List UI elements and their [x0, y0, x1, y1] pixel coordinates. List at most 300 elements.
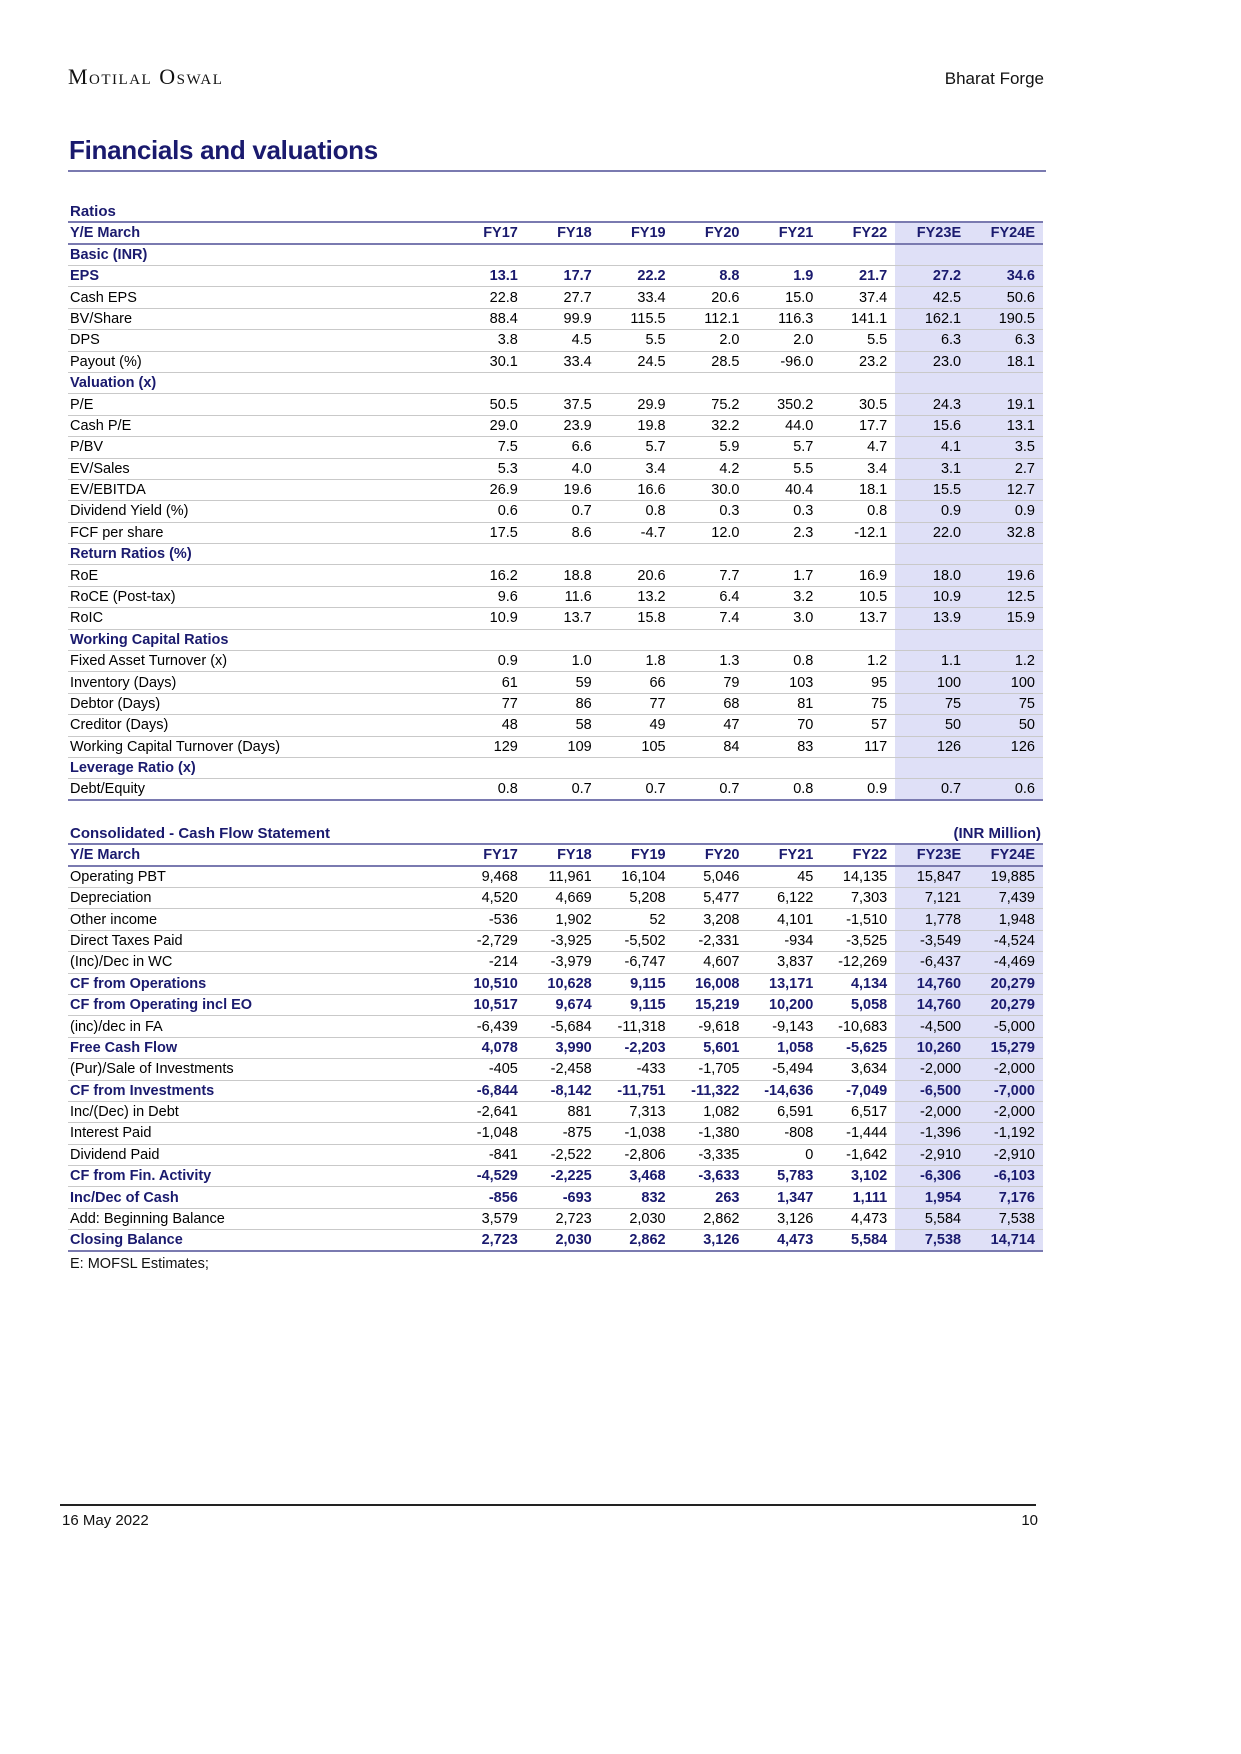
- cell-value: 33.4: [600, 287, 674, 308]
- cell-value: 4,078: [452, 1037, 526, 1058]
- cell-value: 263: [674, 1187, 748, 1208]
- cell-value: -2,000: [969, 1059, 1043, 1080]
- cell-value: [674, 629, 748, 650]
- cell-value: 52: [600, 909, 674, 930]
- cell-value: -4,500: [895, 1016, 969, 1037]
- table-row: [68, 779, 1043, 801]
- column-header-year: FY19: [600, 844, 674, 866]
- cell-value: 1,347: [748, 1187, 822, 1208]
- cell-value: 15.5: [895, 479, 969, 500]
- page-title: Financials and valuations: [69, 135, 378, 165]
- cell-value: 4,473: [821, 1208, 895, 1229]
- row-label: Dividend Paid: [68, 1144, 452, 1165]
- cell-value: -14,636: [748, 1080, 822, 1101]
- cell-value: 22.8: [452, 287, 526, 308]
- cell-value: 18.0: [895, 565, 969, 586]
- cell-value: 5,584: [821, 1230, 895, 1252]
- cell-value: 881: [526, 1101, 600, 1122]
- cell-value: 83: [748, 736, 822, 757]
- row-label: Cash EPS: [68, 287, 452, 308]
- cell-value: -2,729: [452, 930, 526, 951]
- cell-value: -4,469: [969, 952, 1043, 973]
- cell-value: 1,778: [895, 909, 969, 930]
- page-number: 10: [1021, 1512, 1038, 1529]
- cell-value: 15.9: [969, 608, 1043, 629]
- ratios-section: [68, 200, 1043, 801]
- table-row: [68, 287, 1043, 308]
- cell-value: 0.7: [895, 779, 969, 801]
- cell-value: 8.6: [526, 522, 600, 543]
- cell-value: 24.5: [600, 351, 674, 372]
- cell-value: 5.5: [821, 330, 895, 351]
- cell-value: 13.7: [821, 608, 895, 629]
- cell-value: 5,046: [674, 866, 748, 888]
- cell-value: -5,625: [821, 1037, 895, 1058]
- column-header-label: Y/E March: [68, 844, 452, 866]
- cell-value: -3,633: [674, 1166, 748, 1187]
- cell-value: 1,111: [821, 1187, 895, 1208]
- column-header-year: FY22: [821, 844, 895, 866]
- cell-value: 2,723: [526, 1208, 600, 1229]
- cell-value: 13.2: [600, 586, 674, 607]
- cell-value: 14,135: [821, 866, 895, 888]
- cell-value: [748, 244, 822, 266]
- cell-value: 50.5: [452, 394, 526, 415]
- cell-value: 1.2: [969, 651, 1043, 672]
- cell-value: [748, 544, 822, 565]
- cell-value: 12.7: [969, 479, 1043, 500]
- cell-value: [895, 757, 969, 778]
- cell-value: 20.6: [674, 287, 748, 308]
- cell-value: -2,910: [969, 1144, 1043, 1165]
- cell-value: [674, 244, 748, 266]
- cell-value: 23.9: [526, 415, 600, 436]
- cell-value: [452, 544, 526, 565]
- row-label: EV/EBITDA: [68, 479, 452, 500]
- table-row: [68, 1080, 1043, 1101]
- cell-value: 9,115: [600, 994, 674, 1015]
- cell-value: -10,683: [821, 1016, 895, 1037]
- cell-value: -3,525: [821, 930, 895, 951]
- row-label: Basic (INR): [68, 244, 452, 266]
- column-header-year: FY21: [748, 222, 822, 244]
- company-name: Bharat Forge: [944, 69, 1044, 88]
- row-label: P/BV: [68, 437, 452, 458]
- cell-value: 0.8: [748, 779, 822, 801]
- cell-value: 15,219: [674, 994, 748, 1015]
- table-row: [68, 1016, 1043, 1037]
- cell-value: [674, 372, 748, 393]
- cell-value: 44.0: [748, 415, 822, 436]
- cell-value: 3,102: [821, 1166, 895, 1187]
- cell-value: 29.0: [452, 415, 526, 436]
- footer-date: 16 May 2022: [62, 1512, 149, 1529]
- cell-value: [821, 629, 895, 650]
- cell-value: 190.5: [969, 308, 1043, 329]
- cell-value: -5,502: [600, 930, 674, 951]
- cell-value: 5,783: [748, 1166, 822, 1187]
- cell-value: -12.1: [821, 522, 895, 543]
- cell-value: 14,714: [969, 1230, 1043, 1252]
- cell-value: -2,522: [526, 1144, 600, 1165]
- row-label: Payout (%): [68, 351, 452, 372]
- row-label: Direct Taxes Paid: [68, 930, 452, 951]
- table-row: [68, 1123, 1043, 1144]
- row-label: Working Capital Turnover (Days): [68, 736, 452, 757]
- cell-value: 20,279: [969, 973, 1043, 994]
- cell-value: 1,082: [674, 1101, 748, 1122]
- cell-value: -1,642: [821, 1144, 895, 1165]
- cell-value: 105: [600, 736, 674, 757]
- row-label: Cash P/E: [68, 415, 452, 436]
- cell-value: 30.5: [821, 394, 895, 415]
- cell-value: 4,101: [748, 909, 822, 930]
- cell-value: [452, 629, 526, 650]
- row-label: CF from Operating incl EO: [68, 994, 452, 1015]
- cell-value: 17.5: [452, 522, 526, 543]
- cell-value: -2,641: [452, 1101, 526, 1122]
- cell-value: 2,723: [452, 1230, 526, 1252]
- cell-value: 5.7: [748, 437, 822, 458]
- cell-value: 116.3: [748, 308, 822, 329]
- cell-value: 10.9: [895, 586, 969, 607]
- cell-value: 88.4: [452, 308, 526, 329]
- cell-value: [895, 372, 969, 393]
- row-label: CF from Operations: [68, 973, 452, 994]
- cell-value: 0.8: [748, 651, 822, 672]
- row-label: Valuation (x): [68, 372, 452, 393]
- row-label: Inventory (Days): [68, 672, 452, 693]
- cell-value: 11.6: [526, 586, 600, 607]
- table-row: [68, 479, 1043, 500]
- table-row: [68, 672, 1043, 693]
- cell-value: 16.9: [821, 565, 895, 586]
- table-row: [68, 909, 1043, 930]
- cell-value: -6,500: [895, 1080, 969, 1101]
- cell-value: 7,313: [600, 1101, 674, 1122]
- cell-value: 13.9: [895, 608, 969, 629]
- cell-value: 5.5: [600, 330, 674, 351]
- cell-value: 22.0: [895, 522, 969, 543]
- cashflow-caption: [68, 822, 1043, 843]
- row-label: Inc/(Dec) in Debt: [68, 1101, 452, 1122]
- cell-value: -214: [452, 952, 526, 973]
- cell-value: 42.5: [895, 287, 969, 308]
- cell-value: 5,477: [674, 888, 748, 909]
- cell-value: -1,380: [674, 1123, 748, 1144]
- cell-value: 1.3: [674, 651, 748, 672]
- cell-value: 95: [821, 672, 895, 693]
- table-row: [68, 1101, 1043, 1122]
- row-label: Depreciation: [68, 888, 452, 909]
- cell-value: -856: [452, 1187, 526, 1208]
- cell-value: 4,520: [452, 888, 526, 909]
- cell-value: 3.1: [895, 458, 969, 479]
- cell-value: 2.3: [748, 522, 822, 543]
- cell-value: 86: [526, 693, 600, 714]
- table-header-row: [68, 222, 1043, 244]
- table-row: [68, 586, 1043, 607]
- column-header-year: FY23E: [895, 222, 969, 244]
- row-label: RoIC: [68, 608, 452, 629]
- cell-value: 3,634: [821, 1059, 895, 1080]
- cell-value: -7,049: [821, 1080, 895, 1101]
- cell-value: 59: [526, 672, 600, 693]
- cell-value: [895, 544, 969, 565]
- cell-value: 3,579: [452, 1208, 526, 1229]
- cell-value: 7,538: [895, 1230, 969, 1252]
- cell-value: 11,961: [526, 866, 600, 888]
- table-row: [68, 1187, 1043, 1208]
- row-label: Dividend Yield (%): [68, 501, 452, 522]
- cell-value: 19.6: [969, 565, 1043, 586]
- cell-value: [600, 372, 674, 393]
- row-label: RoE: [68, 565, 452, 586]
- row-label: (Inc)/Dec in WC: [68, 952, 452, 973]
- cell-value: 27.2: [895, 266, 969, 287]
- cell-value: 1.2: [821, 651, 895, 672]
- table-row: [68, 1166, 1043, 1187]
- cell-value: 50.6: [969, 287, 1043, 308]
- cashflow-table: [68, 843, 1043, 1252]
- cell-value: 7,176: [969, 1187, 1043, 1208]
- cell-value: 162.1: [895, 308, 969, 329]
- cell-value: 99.9: [526, 308, 600, 329]
- row-label: EPS: [68, 266, 452, 287]
- cell-value: -2,000: [969, 1101, 1043, 1122]
- cell-value: -2,000: [895, 1101, 969, 1122]
- cell-value: 23.2: [821, 351, 895, 372]
- cell-value: -2,910: [895, 1144, 969, 1165]
- row-label: EV/Sales: [68, 458, 452, 479]
- cell-value: 100: [895, 672, 969, 693]
- column-header-year: FY18: [526, 222, 600, 244]
- cell-value: -9,618: [674, 1016, 748, 1037]
- cell-value: 15,847: [895, 866, 969, 888]
- cell-value: -934: [748, 930, 822, 951]
- cell-value: 57: [821, 715, 895, 736]
- row-label: (inc)/dec in FA: [68, 1016, 452, 1037]
- cell-value: 0.7: [600, 779, 674, 801]
- cell-value: [526, 629, 600, 650]
- cell-value: [526, 372, 600, 393]
- cell-value: [895, 244, 969, 266]
- cell-value: 17.7: [526, 266, 600, 287]
- cell-value: -6,103: [969, 1166, 1043, 1187]
- cell-value: 7,439: [969, 888, 1043, 909]
- cell-value: 9,468: [452, 866, 526, 888]
- cell-value: 79: [674, 672, 748, 693]
- cell-value: -3,549: [895, 930, 969, 951]
- section-row: [68, 372, 1043, 393]
- table-row: [68, 351, 1043, 372]
- cell-value: 27.7: [526, 287, 600, 308]
- estimates-note: E: MOFSL Estimates;: [70, 1256, 209, 1273]
- table-row: [68, 608, 1043, 629]
- section-row: [68, 244, 1043, 266]
- cell-value: 0.3: [674, 501, 748, 522]
- cell-value: 0.7: [526, 501, 600, 522]
- cell-value: 16,104: [600, 866, 674, 888]
- cell-value: 3,990: [526, 1037, 600, 1058]
- cell-value: 0.8: [452, 779, 526, 801]
- table-row: [68, 522, 1043, 543]
- cell-value: -4,529: [452, 1166, 526, 1187]
- cell-value: 77: [452, 693, 526, 714]
- cell-value: 16.2: [452, 565, 526, 586]
- table-row: [68, 1037, 1043, 1058]
- cell-value: 7.7: [674, 565, 748, 586]
- cell-value: 0.8: [600, 501, 674, 522]
- cell-value: 50: [969, 715, 1043, 736]
- cell-value: 117: [821, 736, 895, 757]
- cell-value: 0.9: [452, 651, 526, 672]
- table-row: [68, 394, 1043, 415]
- cell-value: 141.1: [821, 308, 895, 329]
- cell-value: -5,684: [526, 1016, 600, 1037]
- row-label: (Pur)/Sale of Investments: [68, 1059, 452, 1080]
- cell-value: -11,751: [600, 1080, 674, 1101]
- cell-value: 10.5: [821, 586, 895, 607]
- cell-value: 0.6: [452, 501, 526, 522]
- cell-value: -4,524: [969, 930, 1043, 951]
- cell-value: -1,396: [895, 1123, 969, 1144]
- cell-value: 4,473: [748, 1230, 822, 1252]
- cell-value: [821, 757, 895, 778]
- column-header-year: FY17: [452, 222, 526, 244]
- cell-value: -1,510: [821, 909, 895, 930]
- cell-value: 37.5: [526, 394, 600, 415]
- cell-value: [969, 544, 1043, 565]
- table-row: [68, 415, 1043, 436]
- row-label: Creditor (Days): [68, 715, 452, 736]
- cell-value: 13.1: [452, 266, 526, 287]
- row-label: Working Capital Ratios: [68, 629, 452, 650]
- cell-value: 3,126: [748, 1208, 822, 1229]
- cell-value: [526, 244, 600, 266]
- cell-value: 9.6: [452, 586, 526, 607]
- cell-value: -5,000: [969, 1016, 1043, 1037]
- cell-value: 10.9: [452, 608, 526, 629]
- table-row: [68, 973, 1043, 994]
- cell-value: 30.1: [452, 351, 526, 372]
- cell-value: 1.9: [748, 266, 822, 287]
- cell-value: [895, 629, 969, 650]
- cell-value: -96.0: [748, 351, 822, 372]
- cell-value: [969, 757, 1043, 778]
- cell-value: 7.5: [452, 437, 526, 458]
- cell-value: 2.0: [748, 330, 822, 351]
- cell-value: [969, 244, 1043, 266]
- cell-value: -1,192: [969, 1123, 1043, 1144]
- table-row: [68, 437, 1043, 458]
- cell-value: 12.0: [674, 522, 748, 543]
- cell-value: -808: [748, 1123, 822, 1144]
- cell-value: 6,591: [748, 1101, 822, 1122]
- cell-value: 14,760: [895, 973, 969, 994]
- cell-value: 0.9: [895, 501, 969, 522]
- cell-value: [452, 244, 526, 266]
- row-label: P/E: [68, 394, 452, 415]
- row-label: Interest Paid: [68, 1123, 452, 1144]
- cell-value: 4.2: [674, 458, 748, 479]
- cell-value: 5,584: [895, 1208, 969, 1229]
- cell-value: -5,494: [748, 1059, 822, 1080]
- cell-value: 4,607: [674, 952, 748, 973]
- cell-value: 10,628: [526, 973, 600, 994]
- cell-value: 33.4: [526, 351, 600, 372]
- cell-value: [821, 244, 895, 266]
- cell-value: -2,000: [895, 1059, 969, 1080]
- row-label: Operating PBT: [68, 866, 452, 888]
- cell-value: 3,837: [748, 952, 822, 973]
- cell-value: 126: [895, 736, 969, 757]
- cell-value: 109: [526, 736, 600, 757]
- cell-value: 1,058: [748, 1037, 822, 1058]
- table-row: [68, 501, 1043, 522]
- cell-value: 9,674: [526, 994, 600, 1015]
- cell-value: -433: [600, 1059, 674, 1080]
- cell-value: 0.7: [674, 779, 748, 801]
- table-row: [68, 994, 1043, 1015]
- cell-value: -11,322: [674, 1080, 748, 1101]
- row-label: Inc/Dec of Cash: [68, 1187, 452, 1208]
- cell-value: [821, 544, 895, 565]
- cell-value: 5.5: [748, 458, 822, 479]
- cell-value: 2.7: [969, 458, 1043, 479]
- cell-value: 77: [600, 693, 674, 714]
- cell-value: [674, 757, 748, 778]
- cell-value: 75: [895, 693, 969, 714]
- cell-value: 1,902: [526, 909, 600, 930]
- cell-value: 32.2: [674, 415, 748, 436]
- cell-value: -3,925: [526, 930, 600, 951]
- cell-value: -6,306: [895, 1166, 969, 1187]
- table-row: [68, 866, 1043, 888]
- row-label: Return Ratios (%): [68, 544, 452, 565]
- cell-value: 19.8: [600, 415, 674, 436]
- cell-value: -6,747: [600, 952, 674, 973]
- cell-value: 26.9: [452, 479, 526, 500]
- cell-value: 16.6: [600, 479, 674, 500]
- table-row: [68, 1144, 1043, 1165]
- cell-value: 0.8: [821, 501, 895, 522]
- cell-value: 14,760: [895, 994, 969, 1015]
- cell-value: -1,038: [600, 1123, 674, 1144]
- cell-value: 20,279: [969, 994, 1043, 1015]
- cell-value: 1.7: [748, 565, 822, 586]
- table-row: [68, 1059, 1043, 1080]
- cell-value: 13,171: [748, 973, 822, 994]
- section-row: [68, 629, 1043, 650]
- cell-value: 3,126: [674, 1230, 748, 1252]
- cell-value: 6,122: [748, 888, 822, 909]
- cell-value: -8,142: [526, 1080, 600, 1101]
- cell-value: 21.7: [821, 266, 895, 287]
- cell-value: 13.7: [526, 608, 600, 629]
- cell-value: -6,437: [895, 952, 969, 973]
- ratios-table: [68, 221, 1043, 801]
- row-label: Fixed Asset Turnover (x): [68, 651, 452, 672]
- cell-value: 49: [600, 715, 674, 736]
- cell-value: 16,008: [674, 973, 748, 994]
- cell-value: -1,048: [452, 1123, 526, 1144]
- cell-value: 1,954: [895, 1187, 969, 1208]
- cell-value: -12,269: [821, 952, 895, 973]
- row-label: CF from Investments: [68, 1080, 452, 1101]
- cell-value: 19.6: [526, 479, 600, 500]
- cell-value: 0: [748, 1144, 822, 1165]
